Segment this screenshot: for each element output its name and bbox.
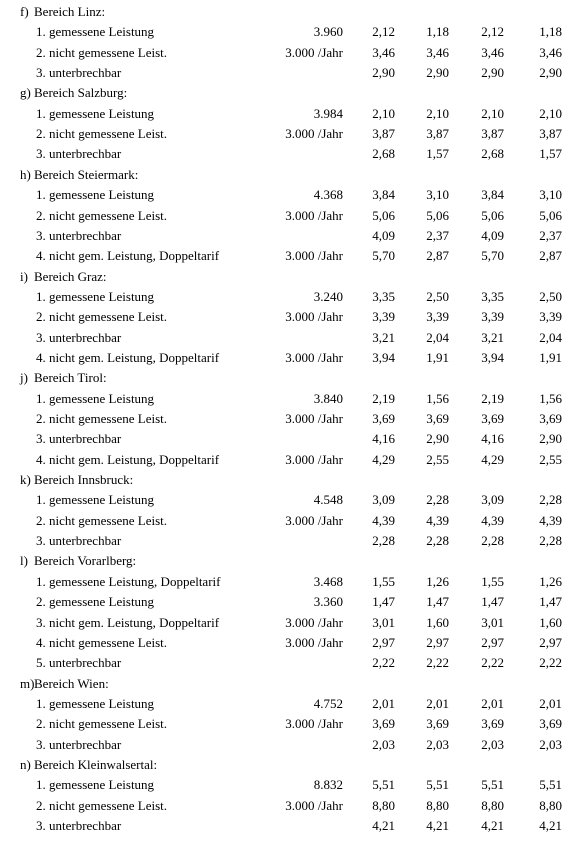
row-value-2: 2,04 xyxy=(426,329,449,345)
row-value-2: 1,18 xyxy=(426,24,449,40)
row-value-2: 2,55 xyxy=(426,451,449,467)
row-value-3: 2,10 xyxy=(481,105,504,121)
row-label: 3. unterbrechbar xyxy=(36,146,122,162)
row-value-1: 2,68 xyxy=(372,146,395,162)
row-base-value: 3.000 /Jahr xyxy=(285,207,343,223)
row-base-value: 8.832 xyxy=(313,777,343,793)
row-value-1: 2,97 xyxy=(372,634,395,650)
row-value-4: 1,57 xyxy=(539,146,562,162)
row-base-value: 3.000 /Jahr xyxy=(285,716,343,732)
row-base-value: 3.000 /Jahr xyxy=(285,411,343,426)
row-label: 4. nicht gem. Leistung, Doppeltarif xyxy=(36,248,220,264)
table-row xyxy=(0,694,567,714)
row-value-3: 3,46 xyxy=(481,44,504,60)
section-heading xyxy=(0,551,567,571)
row-value-3: 2,19 xyxy=(481,390,504,406)
row-label: 3. unterbrechbar xyxy=(36,818,122,833)
row-value-1: 3,21 xyxy=(372,329,395,345)
row-value-2: 1,56 xyxy=(426,390,449,406)
row-value-1: 5,70 xyxy=(372,248,395,264)
row-value-2: 2,22 xyxy=(426,655,449,671)
table-row xyxy=(0,572,567,592)
row-label: 2. nicht gemessene Leist. xyxy=(36,126,168,142)
row-value-3: 4,21 xyxy=(481,818,504,833)
row-label: 4. nicht gem. Leistung, Doppeltarif xyxy=(36,451,220,467)
row-value-1: 2,90 xyxy=(372,65,395,81)
row-label: 2. nicht gemessene Leist. xyxy=(36,716,168,732)
section-letter: l) xyxy=(20,553,28,569)
section-letter: h) xyxy=(20,166,31,182)
row-value-1: 3,69 xyxy=(372,411,395,426)
row-base-value: 4.548 xyxy=(313,492,343,508)
section-title xyxy=(20,165,138,185)
table-row xyxy=(0,653,567,673)
row-value-3: 3,39 xyxy=(481,309,504,325)
row-value-1: 4,16 xyxy=(372,431,395,447)
row-label: 3. unterbrechbar xyxy=(36,431,122,447)
section-heading xyxy=(0,755,567,775)
row-value-4: 4,39 xyxy=(539,512,562,528)
row-label: 1. gemessene Leistung, Doppeltarif xyxy=(36,573,221,589)
table-row xyxy=(0,429,567,449)
row-value-3: 2,22 xyxy=(481,655,504,671)
row-value-3: 2,12 xyxy=(481,24,504,40)
row-value-2: 3,69 xyxy=(426,716,449,732)
row-value-1: 3,46 xyxy=(372,44,395,60)
row-value-3: 5,06 xyxy=(481,207,504,223)
row-value-3: 2,28 xyxy=(481,533,504,549)
row-value-2: 2,01 xyxy=(426,695,449,711)
row-value-4: 3,69 xyxy=(539,411,562,426)
table-row xyxy=(0,633,567,653)
row-value-4: 2,37 xyxy=(539,227,562,243)
row-value-3: 3,01 xyxy=(481,614,504,630)
row-value-2: 4,39 xyxy=(426,512,449,528)
row-value-4: 2,04 xyxy=(539,329,562,345)
row-value-4: 1,60 xyxy=(539,614,562,630)
row-label: 1. gemessene Leistung xyxy=(36,777,155,793)
table-row xyxy=(0,511,567,531)
row-value-2: 5,06 xyxy=(426,207,449,223)
table-row xyxy=(0,592,567,612)
section-name: Bereich Kleinwalsertal: xyxy=(34,756,158,772)
row-value-3: 3,87 xyxy=(481,126,504,142)
row-value-3: 2,03 xyxy=(481,736,504,752)
row-value-4: 8,80 xyxy=(539,797,562,813)
row-value-1: 3,09 xyxy=(372,492,395,508)
row-value-4: 1,18 xyxy=(539,24,562,40)
section-heading xyxy=(0,368,567,388)
row-value-4: 2,10 xyxy=(539,105,562,121)
section-title xyxy=(20,755,157,775)
section-name: Bereich Innsbruck: xyxy=(34,472,134,488)
table-row xyxy=(0,490,567,510)
section-letter: g) xyxy=(20,85,31,101)
row-value-3: 8,80 xyxy=(481,797,504,813)
row-value-4: 2,97 xyxy=(539,634,562,650)
row-value-2: 2,87 xyxy=(426,248,449,264)
row-value-3: 1,47 xyxy=(481,594,504,610)
row-value-2: 2,50 xyxy=(426,288,449,304)
row-value-4: 3,87 xyxy=(539,126,562,142)
row-value-2: 2,28 xyxy=(426,533,449,549)
row-label: 3. unterbrechbar xyxy=(36,736,122,752)
row-value-4: 3,39 xyxy=(539,309,562,325)
row-value-4: 5,51 xyxy=(539,777,562,793)
table-row xyxy=(0,144,567,164)
row-value-2: 2,90 xyxy=(426,431,449,447)
table-row xyxy=(0,63,567,83)
row-value-2: 1,91 xyxy=(426,349,449,365)
table-row xyxy=(0,775,567,795)
row-label: 2. nicht gemessene Leist. xyxy=(36,309,168,325)
row-value-4: 5,06 xyxy=(539,207,562,223)
section-title xyxy=(20,83,127,103)
row-value-1: 4,29 xyxy=(372,451,395,467)
row-value-4: 2,50 xyxy=(539,288,562,304)
row-value-3: 5,70 xyxy=(481,248,504,264)
table-row xyxy=(0,43,567,63)
row-value-4: 2,55 xyxy=(539,451,562,467)
section-heading xyxy=(0,267,567,287)
row-value-3: 3,69 xyxy=(481,716,504,732)
row-value-3: 3,21 xyxy=(481,329,504,345)
row-base-value: 3.000 /Jahr xyxy=(285,349,343,365)
row-label: 4. nicht gemessene Leist. xyxy=(36,634,168,650)
row-value-3: 4,39 xyxy=(481,512,504,528)
row-value-2: 2,97 xyxy=(426,634,449,650)
row-value-1: 5,06 xyxy=(372,207,395,223)
table-row xyxy=(0,796,567,816)
row-value-4: 2,01 xyxy=(539,695,562,711)
row-value-4: 1,26 xyxy=(539,573,562,589)
row-value-3: 3,09 xyxy=(481,492,504,508)
section-heading xyxy=(0,165,567,185)
row-value-1: 4,21 xyxy=(372,818,395,833)
row-label: 2. nicht gemessene Leist. xyxy=(36,44,168,60)
row-value-2: 3,46 xyxy=(426,44,449,60)
row-base-value: 3.960 xyxy=(313,24,343,40)
row-value-4: 2,90 xyxy=(539,431,562,447)
row-value-1: 2,28 xyxy=(372,533,395,549)
row-value-3: 3,69 xyxy=(481,411,504,426)
row-value-2: 2,10 xyxy=(426,105,449,121)
row-label: 1. gemessene Leistung xyxy=(36,390,155,406)
section-letter: i) xyxy=(20,268,28,284)
section-name: Bereich Linz: xyxy=(34,4,106,19)
table-row xyxy=(0,328,567,348)
row-value-2: 4,21 xyxy=(426,818,449,833)
row-base-value: 3.000 /Jahr xyxy=(285,634,343,650)
row-value-1: 1,55 xyxy=(372,573,395,589)
row-label: 2. nicht gemessene Leist. xyxy=(36,512,168,528)
row-label: 2. nicht gemessene Leist. xyxy=(36,411,168,426)
row-value-2: 1,57 xyxy=(426,146,449,162)
section-title xyxy=(20,2,105,22)
row-value-1: 2,19 xyxy=(372,390,395,406)
section-name: Bereich Tirol: xyxy=(34,370,107,386)
table-row xyxy=(0,226,567,246)
row-value-3: 2,68 xyxy=(481,146,504,162)
table-row xyxy=(0,287,567,307)
row-base-value: 4.752 xyxy=(313,695,343,711)
row-value-3: 3,94 xyxy=(481,349,504,365)
row-value-1: 4,39 xyxy=(372,512,395,528)
row-base-value: 3.000 /Jahr xyxy=(285,797,343,813)
row-value-2: 8,80 xyxy=(426,797,449,813)
table-row xyxy=(0,389,567,409)
row-base-value: 3.468 xyxy=(313,573,343,589)
row-value-4: 2,28 xyxy=(539,533,562,549)
section-name: Bereich Salzburg: xyxy=(34,85,128,101)
row-value-4: 4,21 xyxy=(539,818,562,833)
row-base-value: 3.984 xyxy=(313,105,343,121)
row-label: 3. unterbrechbar xyxy=(36,227,122,243)
table-row xyxy=(0,185,567,205)
row-value-1: 4,09 xyxy=(372,227,395,243)
row-value-1: 1,47 xyxy=(372,594,395,610)
row-value-1: 3,01 xyxy=(372,614,395,630)
row-base-value: 3.000 /Jahr xyxy=(285,512,343,528)
row-base-value: 3.240 xyxy=(313,288,343,304)
row-value-2: 1,60 xyxy=(426,614,449,630)
row-value-3: 3,35 xyxy=(481,288,504,304)
row-base-value: 4.368 xyxy=(313,187,343,203)
row-value-2: 2,28 xyxy=(426,492,449,508)
row-value-4: 3,69 xyxy=(539,716,562,732)
row-value-4: 3,46 xyxy=(539,44,562,60)
row-value-2: 1,26 xyxy=(426,573,449,589)
section-heading xyxy=(0,83,567,103)
row-value-2: 2,37 xyxy=(426,227,449,243)
table-row xyxy=(0,450,567,470)
row-label: 5. unterbrechbar xyxy=(36,655,122,671)
row-base-value: 3.000 /Jahr xyxy=(285,451,343,467)
row-value-3: 2,97 xyxy=(481,634,504,650)
section-letter: j) xyxy=(20,370,28,386)
table-row xyxy=(0,409,567,429)
table-row xyxy=(0,735,567,755)
row-value-4: 2,87 xyxy=(539,248,562,264)
row-value-1: 3,84 xyxy=(372,187,395,203)
row-value-4: 1,56 xyxy=(539,390,562,406)
section-heading xyxy=(0,2,567,22)
row-base-value: 3.000 /Jahr xyxy=(285,44,343,60)
section-title xyxy=(20,674,109,694)
row-value-4: 2,28 xyxy=(539,492,562,508)
table-row xyxy=(0,22,567,42)
row-value-2: 1,47 xyxy=(426,594,449,610)
section-name: Bereich Wien: xyxy=(34,675,109,691)
row-label: 4. nicht gem. Leistung, Doppeltarif xyxy=(36,349,220,365)
row-label: 2. nicht gemessene Leist. xyxy=(36,207,168,223)
row-base-value: 3.000 /Jahr xyxy=(285,248,343,264)
row-label: 3. unterbrechbar xyxy=(36,65,122,81)
row-value-3: 1,55 xyxy=(481,573,504,589)
row-label: 1. gemessene Leistung xyxy=(36,24,155,40)
section-name: Bereich Vorarlberg: xyxy=(34,553,137,569)
table-row xyxy=(0,307,567,327)
row-label: 1. gemessene Leistung xyxy=(36,695,155,711)
section-name: Bereich Graz: xyxy=(34,268,107,284)
row-value-2: 3,10 xyxy=(426,187,449,203)
table-row xyxy=(0,714,567,734)
row-value-4: 1,91 xyxy=(539,349,562,365)
section-heading xyxy=(0,470,567,490)
row-label: 2. nicht gemessene Leist. xyxy=(36,797,168,813)
row-value-1: 2,10 xyxy=(372,105,395,121)
table-row xyxy=(0,348,567,368)
row-value-1: 3,39 xyxy=(372,309,395,325)
row-value-4: 3,10 xyxy=(539,187,562,203)
row-value-2: 2,03 xyxy=(426,736,449,752)
row-label: 1. gemessene Leistung xyxy=(36,492,155,508)
section-title xyxy=(20,368,107,388)
row-base-value: 3.000 /Jahr xyxy=(285,126,343,142)
row-label: 1. gemessene Leistung xyxy=(36,105,155,121)
row-value-4: 1,47 xyxy=(539,594,562,610)
section-name: Bereich Steiermark: xyxy=(34,166,139,182)
row-value-3: 5,51 xyxy=(481,777,504,793)
row-label: 3. unterbrechbar xyxy=(36,533,122,549)
row-value-2: 3,87 xyxy=(426,126,449,142)
row-value-2: 3,39 xyxy=(426,309,449,325)
table-row xyxy=(0,531,567,551)
section-title xyxy=(20,470,133,490)
row-value-4: 2,90 xyxy=(539,65,562,81)
row-value-1: 3,94 xyxy=(372,349,395,365)
section-letter: n) xyxy=(20,756,31,772)
row-label: 1. gemessene Leistung xyxy=(36,288,155,304)
row-value-2: 2,90 xyxy=(426,65,449,81)
row-label: 3. unterbrechbar xyxy=(36,329,122,345)
section-title xyxy=(20,551,136,571)
row-value-1: 2,03 xyxy=(372,736,395,752)
section-heading xyxy=(0,674,567,694)
section-title xyxy=(20,267,107,287)
row-base-value: 3.840 xyxy=(313,390,343,406)
row-label: 1. gemessene Leistung xyxy=(36,187,155,203)
table-row xyxy=(0,124,567,144)
row-value-1: 2,12 xyxy=(372,24,395,40)
table-row xyxy=(0,206,567,226)
row-value-1: 2,22 xyxy=(372,655,395,671)
row-value-3: 3,84 xyxy=(481,187,504,203)
row-base-value: 3.000 /Jahr xyxy=(285,309,343,325)
table-row xyxy=(0,613,567,633)
section-letter: k) xyxy=(20,472,31,488)
row-value-4: 2,03 xyxy=(539,736,562,752)
row-value-1: 3,35 xyxy=(372,288,395,304)
row-value-1: 3,69 xyxy=(372,716,395,732)
table-row xyxy=(0,104,567,124)
table-row xyxy=(0,816,567,836)
row-value-3: 2,01 xyxy=(481,695,504,711)
row-label: 3. nicht gem. Leistung, Doppeltarif xyxy=(36,614,220,630)
row-value-3: 2,90 xyxy=(481,65,504,81)
row-value-1: 8,80 xyxy=(372,797,395,813)
row-value-1: 3,87 xyxy=(372,126,395,142)
row-value-1: 2,01 xyxy=(372,695,395,711)
row-value-3: 4,29 xyxy=(481,451,504,467)
table-row xyxy=(0,246,567,266)
section-letter: m) xyxy=(20,675,35,691)
row-value-1: 5,51 xyxy=(372,777,395,793)
row-value-3: 4,16 xyxy=(481,431,504,447)
row-value-2: 5,51 xyxy=(426,777,449,793)
row-value-4: 2,22 xyxy=(539,655,562,671)
row-base-value: 3.360 xyxy=(313,594,343,610)
row-label: 2. gemessene Leistung xyxy=(36,594,155,610)
section-letter: f) xyxy=(20,4,29,19)
row-value-2: 3,69 xyxy=(426,411,449,426)
row-base-value: 3.000 /Jahr xyxy=(285,614,343,630)
row-value-3: 4,09 xyxy=(481,227,504,243)
